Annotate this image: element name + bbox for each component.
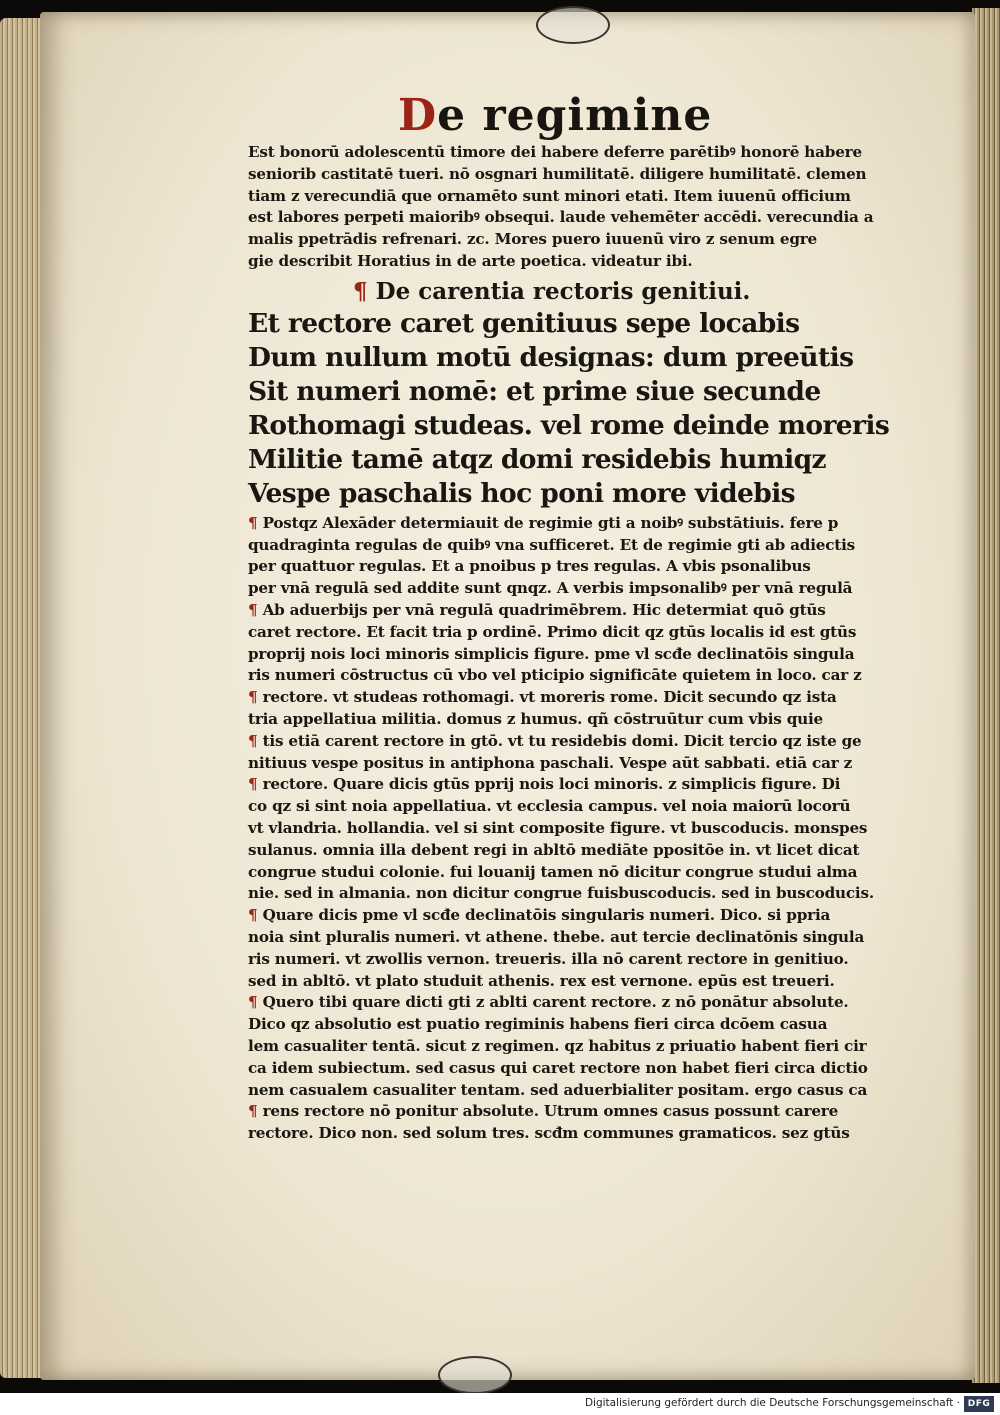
commentary-text: quadraginta regulas de quibꝰ vna sufficeret. Et de regimie gti ab adiectis <box>248 535 856 554</box>
heading-initial: D <box>398 90 438 141</box>
pilcrow-mark: ¶ <box>353 277 368 305</box>
verse-line: Vespe paschalis hoc poni more videbis <box>248 477 795 509</box>
commentary-line <box>248 622 857 644</box>
commentary-text: ris numeri cōstructus cū vbo vel pticipio significāte quietem in loco. car z <box>248 666 862 685</box>
intro-line: seniorib castitatē tueri. nō osgnari humilitatē. diligere humilitatē. clemen <box>248 164 867 183</box>
subheading-text: De carentia rectoris genitiui. <box>375 277 751 305</box>
commentary-line <box>248 1123 848 1145</box>
intro-line: est labores perpeti maioribꝰ obsequi. laude vehemēter accēdi. verecundia a <box>248 208 874 227</box>
commentary-line <box>248 862 858 884</box>
intro-line: tiam z verecundiā que ornamēto sunt minori etati. Item iuuenū officium <box>248 186 851 205</box>
commentary-line <box>248 992 848 1014</box>
commentary-line <box>248 600 848 622</box>
verse-line: Sit numeri nomē: et prime siue secunde <box>248 375 821 407</box>
commentary-line <box>248 644 855 666</box>
commentary-text: rectore. vt studeas rothomagi. vt moreris rome. Dicit secundo qz ista <box>262 688 837 707</box>
heading-rest: e regimine <box>437 90 713 141</box>
commentary-line <box>248 883 874 905</box>
pilcrow-mark: ¶ <box>248 1102 258 1121</box>
pilcrow-mark: ¶ <box>248 513 258 532</box>
page-clip-top <box>536 6 610 44</box>
commentary-text: tria appellatiua militia. domus z humus. qñ cōstruūtur cum vbis quie <box>248 709 824 728</box>
commentary-line <box>248 905 848 927</box>
pilcrow-mark: ¶ <box>248 688 258 707</box>
commentary-line <box>248 927 865 949</box>
commentary-line <box>248 731 862 753</box>
commentary-text: sulanus. omnia illa debent regi in abltō mediāte ppositōe in. vt licet dicat <box>248 840 860 859</box>
commentary-text: tis etiā carent rectore in gtō. vt tu residebis domi. Dicit tercio qz iste ge <box>262 731 862 750</box>
commentary-line <box>248 949 848 971</box>
commentary-text: nem casualem casualiter tentam. sed aduerbialiter positam. ergo casus ca <box>248 1080 868 1099</box>
commentary-text: Quare dicis pme vl scđe declinatōis singularis numeri. Dico. si ppria <box>262 906 831 925</box>
digitization-footer <box>0 1393 1000 1415</box>
commentary-line <box>248 535 856 557</box>
commentary-line <box>248 818 868 840</box>
page-clip-bottom <box>438 1356 512 1393</box>
page-heading <box>398 90 848 142</box>
commentary-text: noia sint pluralis numeri. vt athene. thebe. aut tercie declinatōnis singula <box>248 927 865 946</box>
commentary-line <box>248 665 862 687</box>
pilcrow-mark: ¶ <box>248 600 258 619</box>
commentary-line <box>248 709 848 731</box>
commentary-line <box>248 687 848 709</box>
commentary-line <box>248 513 848 535</box>
commentary-line <box>248 1058 868 1080</box>
pilcrow-mark: ¶ <box>248 731 258 750</box>
commentary-text: per vnā regulā sed addite sunt qnqz. A verbis impsonalibꝰ per vnā regulā <box>248 579 853 598</box>
commentary-line <box>248 578 853 600</box>
commentary-line <box>248 1080 868 1102</box>
verse-line: Rothomagi studeas. vel rome deinde moreris <box>248 409 890 441</box>
section-subheading <box>353 277 848 307</box>
commentary-line <box>248 840 860 862</box>
pilcrow-mark: ¶ <box>248 906 258 925</box>
commentary-line <box>248 1014 848 1036</box>
text-block <box>248 90 890 1145</box>
intro-line: gie describit Horatius in de arte poetica. videatur ibi. <box>248 251 693 270</box>
commentary-line <box>248 1101 848 1123</box>
intro-line: malis ppetrādis refrenari. zc. Mores puero iuuenū viro z senum egre <box>248 230 818 249</box>
commentary-text: ris numeri. vt zwollis vernon. treueris. illa nō carent rectore in genitiuo. <box>248 949 849 968</box>
commentary-text: congrue studui colonie. fui louanij tamen nō dicitur congrue studui alma <box>248 862 858 881</box>
right-page-edges <box>972 8 1000 1383</box>
commentary-line <box>248 753 853 775</box>
commentary-line <box>248 796 851 818</box>
commentary-line <box>248 1036 867 1058</box>
commentary-line <box>248 971 848 993</box>
commentary-text: rectore. Quare dicis gtūs pprij nois loci minoris. z simplicis figure. Di <box>262 775 841 794</box>
commentary-text: Quero tibi quare dicti gti z ablti carent rectore. z nō ponātur absolute. <box>262 993 849 1012</box>
commentary-text: lem casualiter tentā. sicut z regimen. qz habitus z priuatio habent fieri cir <box>248 1036 867 1055</box>
commentary-text: caret rectore. Et facit tria p ordinē. Primo dicit qz gtūs localis id est gtūs <box>248 622 857 641</box>
commentary-text: ca idem subiectum. sed casus qui caret rectore non habet fieri circa dictio <box>248 1058 868 1077</box>
commentary-text: co qz si sint noia appellatiua. vt ecclesia campus. vel noia maiorū locorū <box>248 797 851 816</box>
commentary-text: nie. sed in almania. non dicitur congrue fuisbuscoducis. sed in buscoducis. <box>248 884 874 903</box>
commentary-line <box>248 774 848 796</box>
commentary-text: rectore. Dico non. sed solum tres. scđm communes gramaticos. sez gtūs <box>248 1124 850 1143</box>
commentary-line <box>248 556 848 578</box>
commentary-text: rens rectore nō ponitur absolute. Utrum omnes casus possunt carere <box>262 1102 839 1121</box>
pilcrow-mark: ¶ <box>248 993 258 1012</box>
verse-line: Militie tamē atqz domi residebis humiqz <box>248 443 826 475</box>
footer-credit: Digitalisierung gefördert durch die Deutsche Forschungsgemeinschaft · <box>584 1397 960 1409</box>
verse-block <box>248 307 890 511</box>
pilcrow-mark: ¶ <box>248 775 258 794</box>
verse-line: Et rectore caret genitiuus sepe locabis <box>248 307 800 339</box>
commentary-text: Postqz Alexāder determiauit de regimie gti a noibꝰ substātiuis. fere p <box>262 513 839 532</box>
commentary-text: proprij nois loci minoris simplicis figure. pme vl scđe declinatōis singula <box>248 644 855 663</box>
commentary-paragraph <box>248 513 874 1145</box>
commentary-text: sed in abltō. vt plato studuit athenis. rex est vernone. epūs est treueri. <box>248 971 835 990</box>
commentary-text: vt vlandria. hollandia. vel si sint composite figure. vt buscoducis. monspes <box>248 818 868 837</box>
commentary-text: nitiuus vespe positus in antiphona paschali. Vespe aūt sabbati. etiā car z <box>248 753 853 772</box>
commentary-text: Ab aduerbijs per vnā regulā quadrimēbrem. Hic determiat quō gtūs <box>262 600 826 619</box>
intro-paragraph <box>248 142 874 273</box>
intro-line: Est bonorū adolescentū timore dei habere deferre parētibꝰ honorē habere <box>248 143 862 161</box>
commentary-text: per quattuor regulas. Et a pnoibus p tres regulas. A vbis psonalibus <box>248 557 811 576</box>
dfg-logo: DFG <box>964 1396 994 1412</box>
verse-line: Dum nullum motū designas: dum preeūtis <box>248 341 854 373</box>
commentary-text: Dico qz absolutio est puatio regiminis habens fieri circa dcōem casua <box>248 1015 828 1034</box>
